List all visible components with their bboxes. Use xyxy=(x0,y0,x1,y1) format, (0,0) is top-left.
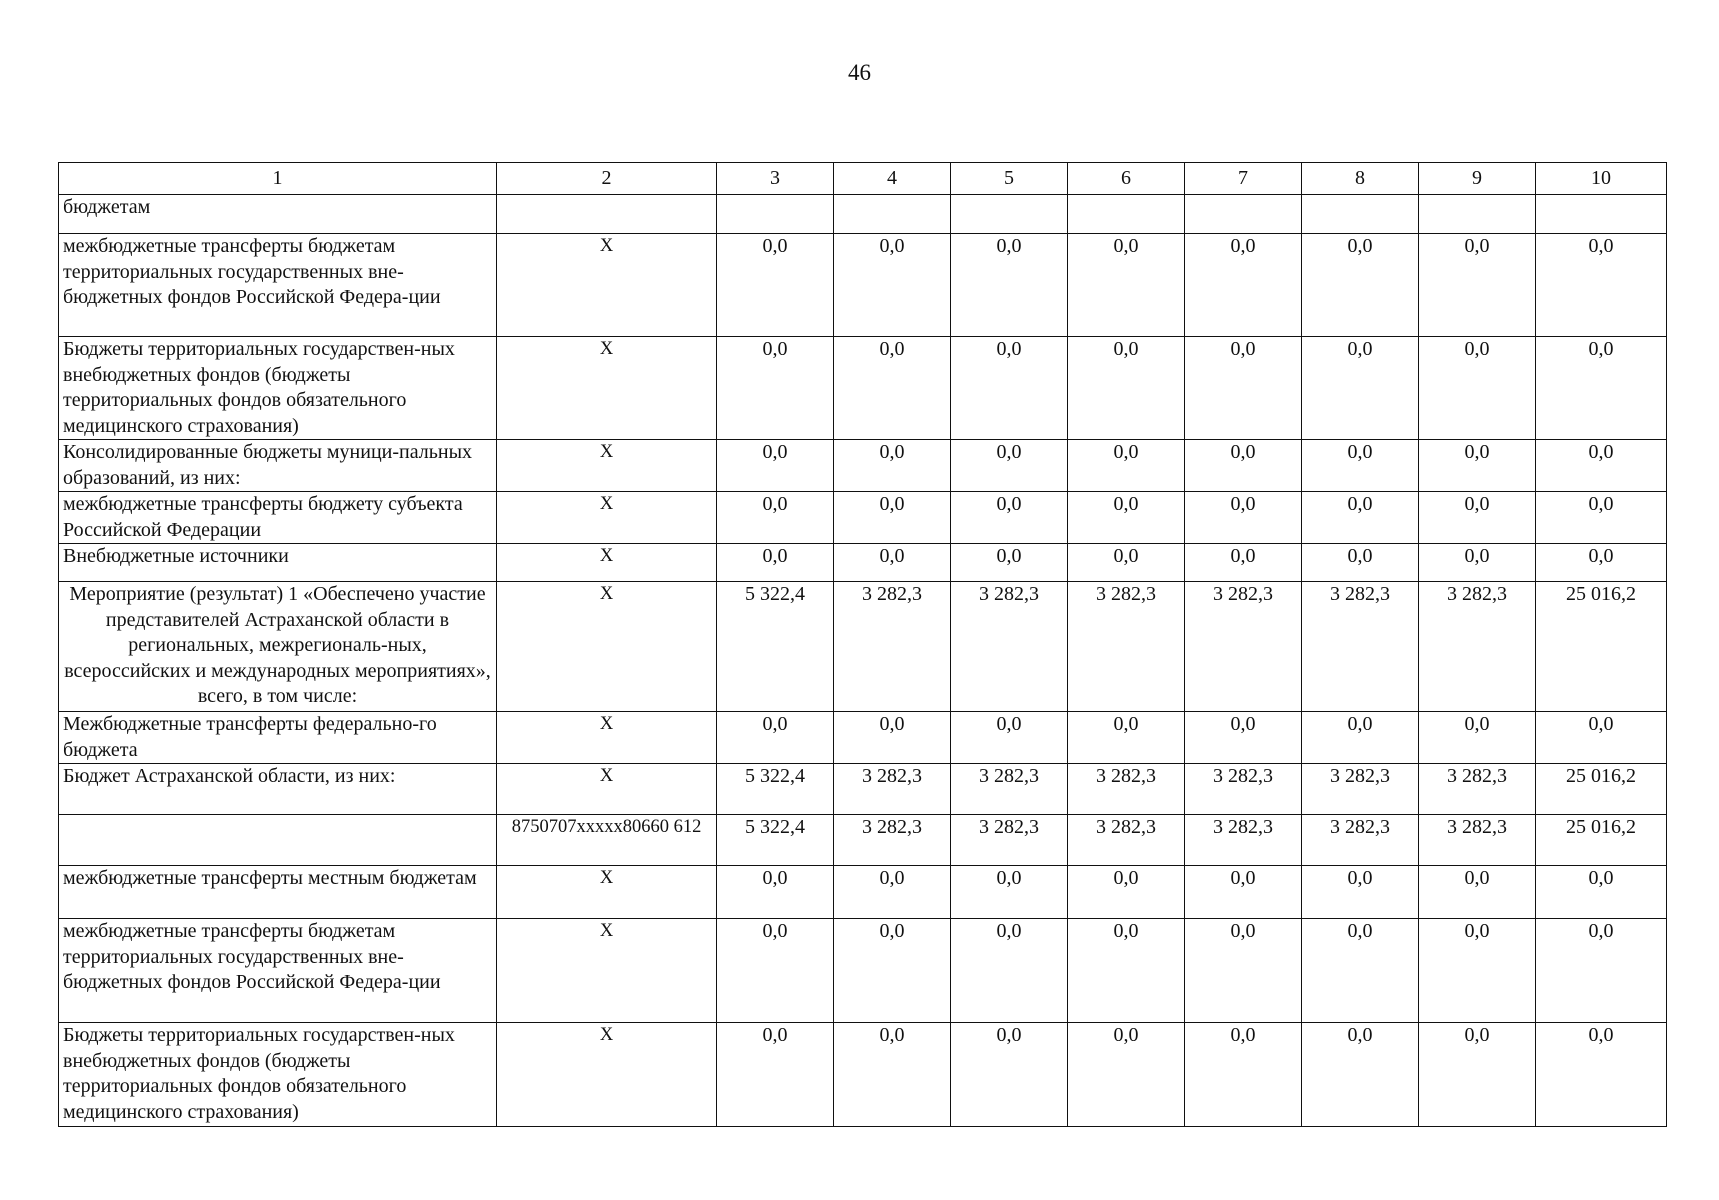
budget-code-cell: X xyxy=(497,866,717,919)
budget-code-cell: X xyxy=(497,440,717,492)
value-cell: 0,0 xyxy=(834,712,951,764)
column-header: 9 xyxy=(1419,163,1536,195)
value-cell: 3 282,3 xyxy=(1302,764,1419,815)
value-cell: 0,0 xyxy=(1536,866,1667,919)
value-cell: 0,0 xyxy=(1419,492,1536,544)
table-row xyxy=(59,1023,1667,1127)
value-cell: 0,0 xyxy=(717,1023,834,1127)
value-cell: 0,0 xyxy=(1185,712,1302,764)
value-cell: 0,0 xyxy=(951,337,1068,440)
value-cell xyxy=(1419,195,1536,234)
value-cell: 0,0 xyxy=(1068,712,1185,764)
value-cell: 0,0 xyxy=(1536,544,1667,582)
table-row xyxy=(59,440,1667,492)
value-cell: 0,0 xyxy=(951,234,1068,337)
value-cell: 0,0 xyxy=(1419,712,1536,764)
value-cell: 0,0 xyxy=(1185,440,1302,492)
value-cell: 3 282,3 xyxy=(1185,815,1302,866)
table-row xyxy=(59,815,1667,866)
value-cell: 0,0 xyxy=(1068,337,1185,440)
value-cell: 0,0 xyxy=(1302,919,1419,1023)
value-cell: 3 282,3 xyxy=(951,764,1068,815)
value-cell: 0,0 xyxy=(1302,440,1419,492)
value-cell: 0,0 xyxy=(1302,544,1419,582)
value-cell: 0,0 xyxy=(834,337,951,440)
budget-code-cell: X xyxy=(497,712,717,764)
value-cell: 0,0 xyxy=(717,234,834,337)
value-cell: 0,0 xyxy=(1068,919,1185,1023)
table-row xyxy=(59,582,1667,712)
value-cell: 0,0 xyxy=(951,1023,1068,1127)
value-cell: 0,0 xyxy=(1419,337,1536,440)
value-cell: 3 282,3 xyxy=(1185,582,1302,712)
value-cell: 0,0 xyxy=(717,492,834,544)
row-label: Консолидированные бюджеты муници-пальных образований, из них: xyxy=(59,440,497,492)
column-header: 10 xyxy=(1536,163,1667,195)
column-header: 5 xyxy=(951,163,1068,195)
value-cell: 3 282,3 xyxy=(1068,764,1185,815)
value-cell xyxy=(717,195,834,234)
value-cell: 0,0 xyxy=(1419,440,1536,492)
row-label: Бюджеты территориальных государствен-ных внебюджетных фондов (бюджеты территориальных фондов обязательного медицинского страхования) xyxy=(59,1023,497,1127)
column-header: 1 xyxy=(59,163,497,195)
value-cell: 3 282,3 xyxy=(951,582,1068,712)
table-row xyxy=(59,764,1667,815)
column-header: 8 xyxy=(1302,163,1419,195)
table-row xyxy=(59,234,1667,337)
header-row xyxy=(59,163,1667,195)
page-number: 46 xyxy=(848,60,871,85)
value-cell: 0,0 xyxy=(834,1023,951,1127)
budget-code-cell: 8750707xxxxx80660 612 xyxy=(497,815,717,866)
row-label: бюджетам xyxy=(59,195,497,234)
row-label: межбюджетные трансферты бюджетам территориальных государственных вне-бюджетных фондов Российской Федера-ции xyxy=(59,234,497,337)
value-cell: 0,0 xyxy=(717,337,834,440)
value-cell: 0,0 xyxy=(951,440,1068,492)
column-header: 4 xyxy=(834,163,951,195)
value-cell: 0,0 xyxy=(717,919,834,1023)
row-label: Бюджеты территориальных государствен-ных внебюджетных фондов (бюджеты территориальных фондов обязательного медицинского страхования) xyxy=(59,337,497,440)
value-cell: 0,0 xyxy=(1302,234,1419,337)
value-cell: 0,0 xyxy=(1302,1023,1419,1127)
value-cell: 0,0 xyxy=(951,492,1068,544)
table-row xyxy=(59,544,1667,582)
value-cell: 3 282,3 xyxy=(1068,582,1185,712)
value-cell: 0,0 xyxy=(1068,234,1185,337)
value-cell xyxy=(1536,195,1667,234)
value-cell: 3 282,3 xyxy=(1302,582,1419,712)
value-cell: 0,0 xyxy=(834,440,951,492)
value-cell: 0,0 xyxy=(951,919,1068,1023)
value-cell: 0,0 xyxy=(834,866,951,919)
value-cell: 0,0 xyxy=(1419,234,1536,337)
budget-code-cell: X xyxy=(497,544,717,582)
value-cell: 0,0 xyxy=(1185,234,1302,337)
column-header: 3 xyxy=(717,163,834,195)
value-cell: 5 322,4 xyxy=(717,764,834,815)
value-cell: 0,0 xyxy=(1185,919,1302,1023)
value-cell: 0,0 xyxy=(1419,544,1536,582)
value-cell: 0,0 xyxy=(1419,919,1536,1023)
value-cell: 0,0 xyxy=(1185,337,1302,440)
row-label: Внебюджетные источники xyxy=(59,544,497,582)
value-cell xyxy=(1185,195,1302,234)
value-cell: 0,0 xyxy=(1536,919,1667,1023)
value-cell: 0,0 xyxy=(1185,1023,1302,1127)
budget-code-cell: X xyxy=(497,234,717,337)
budget-code-cell xyxy=(497,195,717,234)
row-label: межбюджетные трансферты бюджету субъекта Российской Федерации xyxy=(59,492,497,544)
budget-code-cell: X xyxy=(497,919,717,1023)
row-label: Мероприятие (результат) 1 «Обеспечено участие представителей Астраханской области в региональных, межрегиональ-ных, всероссийских и международных мероприятиях», всего, в том числе: xyxy=(59,582,497,712)
value-cell: 0,0 xyxy=(1302,492,1419,544)
value-cell: 0,0 xyxy=(717,712,834,764)
value-cell: 3 282,3 xyxy=(834,582,951,712)
value-cell: 3 282,3 xyxy=(834,764,951,815)
value-cell xyxy=(834,195,951,234)
value-cell xyxy=(1068,195,1185,234)
table-row xyxy=(59,337,1667,440)
value-cell: 0,0 xyxy=(1302,712,1419,764)
table-body xyxy=(59,195,1667,1127)
value-cell: 3 282,3 xyxy=(1068,815,1185,866)
value-cell: 0,0 xyxy=(1536,712,1667,764)
value-cell: 3 282,3 xyxy=(1419,764,1536,815)
value-cell: 0,0 xyxy=(834,234,951,337)
value-cell: 25 016,2 xyxy=(1536,764,1667,815)
row-label: Бюджет Астраханской области, из них: xyxy=(59,764,497,815)
value-cell: 0,0 xyxy=(1068,866,1185,919)
value-cell: 0,0 xyxy=(1302,337,1419,440)
table-row xyxy=(59,492,1667,544)
table-row xyxy=(59,866,1667,919)
value-cell: 3 282,3 xyxy=(1185,764,1302,815)
value-cell: 0,0 xyxy=(1536,1023,1667,1127)
value-cell: 3 282,3 xyxy=(834,815,951,866)
budget-code-cell: X xyxy=(497,582,717,712)
row-label: Межбюджетные трансферты федерально-го бюджета xyxy=(59,712,497,764)
value-cell: 25 016,2 xyxy=(1536,815,1667,866)
value-cell: 3 282,3 xyxy=(1302,815,1419,866)
value-cell: 0,0 xyxy=(951,712,1068,764)
value-cell: 0,0 xyxy=(1536,234,1667,337)
value-cell: 0,0 xyxy=(1185,544,1302,582)
value-cell: 0,0 xyxy=(1185,492,1302,544)
table-row xyxy=(59,195,1667,234)
value-cell: 5 322,4 xyxy=(717,815,834,866)
budget-code-cell: X xyxy=(497,492,717,544)
value-cell: 3 282,3 xyxy=(951,815,1068,866)
column-header: 2 xyxy=(497,163,717,195)
table-row xyxy=(59,712,1667,764)
value-cell: 0,0 xyxy=(834,544,951,582)
value-cell: 3 282,3 xyxy=(1419,582,1536,712)
value-cell: 0,0 xyxy=(1068,544,1185,582)
row-label: межбюджетные трансферты местным бюджетам xyxy=(59,866,497,919)
value-cell xyxy=(951,195,1068,234)
budget-code-cell: X xyxy=(497,764,717,815)
value-cell: 0,0 xyxy=(717,544,834,582)
value-cell: 0,0 xyxy=(1302,866,1419,919)
value-cell: 0,0 xyxy=(1536,492,1667,544)
value-cell: 0,0 xyxy=(717,440,834,492)
value-cell: 0,0 xyxy=(951,866,1068,919)
value-cell: 0,0 xyxy=(1068,492,1185,544)
column-header: 7 xyxy=(1185,163,1302,195)
value-cell: 3 282,3 xyxy=(1419,815,1536,866)
value-cell: 0,0 xyxy=(717,866,834,919)
value-cell: 0,0 xyxy=(834,492,951,544)
value-cell: 0,0 xyxy=(1419,1023,1536,1127)
value-cell: 25 016,2 xyxy=(1536,582,1667,712)
budget-table xyxy=(58,162,1667,1127)
value-cell: 0,0 xyxy=(1536,337,1667,440)
value-cell: 0,0 xyxy=(1419,866,1536,919)
column-header: 6 xyxy=(1068,163,1185,195)
row-label xyxy=(59,815,497,866)
table-row xyxy=(59,919,1667,1023)
row-label: межбюджетные трансферты бюджетам территориальных государственных вне-бюджетных фондов Российской Федера-ции xyxy=(59,919,497,1023)
budget-code-cell: X xyxy=(497,337,717,440)
value-cell: 0,0 xyxy=(1185,866,1302,919)
value-cell: 0,0 xyxy=(1068,1023,1185,1127)
budget-code-cell: X xyxy=(497,1023,717,1127)
value-cell: 0,0 xyxy=(951,544,1068,582)
value-cell: 0,0 xyxy=(834,919,951,1023)
value-cell xyxy=(1302,195,1419,234)
value-cell: 5 322,4 xyxy=(717,582,834,712)
value-cell: 0,0 xyxy=(1068,440,1185,492)
value-cell: 0,0 xyxy=(1536,440,1667,492)
